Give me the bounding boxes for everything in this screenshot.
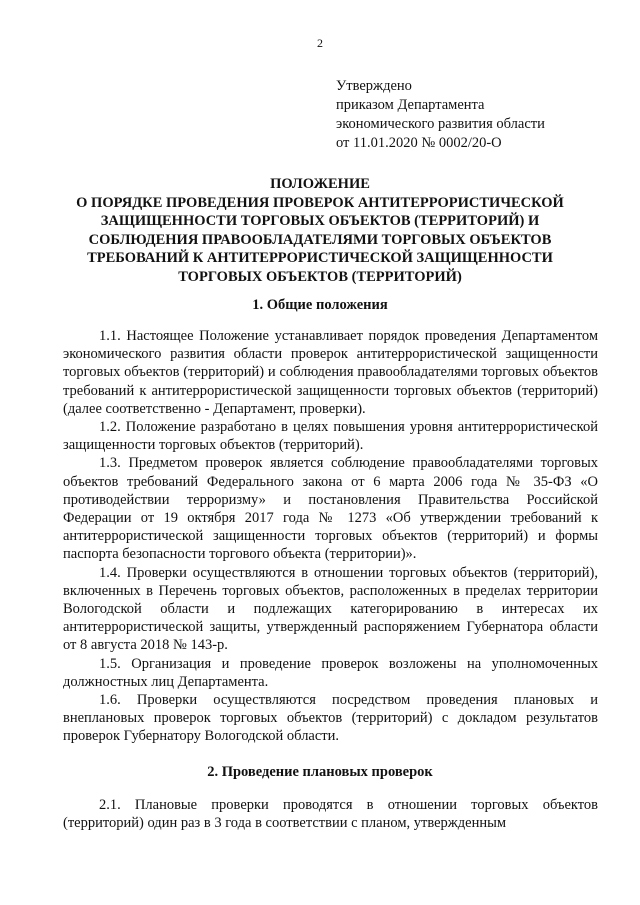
approval-line: от 11.01.2020 № 0002/20-О <box>336 135 502 151</box>
title-line: ТРЕБОВАНИЙ К АНТИТЕРРОРИСТИЧЕСКОЙ ЗАЩИЩЕННОСТИ <box>87 250 553 267</box>
section-heading: 2. Проведение плановых проверок <box>207 764 433 780</box>
approval-line: Утверждено <box>336 78 412 94</box>
title-line: ЗАЩИЩЕННОСТИ ТОРГОВЫХ ОБЪЕКТОВ (ТЕРРИТОРИЙ) И <box>100 213 540 230</box>
title-line: О ПОРЯДКЕ ПРОВЕДЕНИЯ ПРОВЕРОК АНТИТЕРРОРИСТИЧЕСКОЙ <box>76 194 564 211</box>
title-line: ТОРГОВЫХ ОБЪЕКТОВ (ТЕРРИТОРИЙ) <box>178 268 462 285</box>
title-line: СОБЛЮДЕНИЯ ПРАВООБЛАДАТЕЛЯМИ ТОРГОВЫХ ОБЪЕКТОВ <box>88 231 552 248</box>
paragraph: 2.1. Плановые проверки проводятся в отношении торговых объектов (территорий) один раз в 3 года в соответствии с планом, утвержденным <box>63 797 598 832</box>
section-heading: 1. Общие положения <box>252 297 388 313</box>
approval-line: экономического развития области <box>336 116 545 132</box>
paragraph: 1.5. Организация и проведение проверок возложены на уполномоченных должностных лиц Департамента. <box>63 655 598 690</box>
approval-stamp <box>336 77 545 153</box>
paragraph: 1.3. Предметом проверок является соблюдение правообладателями торговых объектов требований Федерального закона от 6 марта 2006 года № 35-ФЗ «О противодействии терроризму» и постановления Правительства Российской Федерации от 19 октября 2017 года № 1273 «Об утверждении требований к антитеррористической защищенности торговых объектов (территорий) и формы паспорта безопасности торгового объекта (территории)». <box>63 455 598 563</box>
paragraph: 1.6. Проверки осуществляются посредством проведения плановых и внеплановых проверок торговых объектов (территорий) с докладом результатов проверок Губернатору Вологодской области. <box>63 692 598 745</box>
paragraph: 1.2. Положение разработано в целях повышения уровня антитеррористической защищенности торговых объектов (территорий). <box>63 419 598 454</box>
approval-line: приказом Департамента <box>336 97 485 113</box>
paragraph: 1.1. Настоящее Положение устанавливает порядок проведения Департаментом экономического развития области проверок антитеррористической защищенности торговых объектов (территорий) и соблюдения правообладателями торговых объектов требований к антитеррористической защищенности торговых объектов (территорий) (далее соответственно - Департамент, проверки). <box>63 328 598 417</box>
section-body <box>63 796 598 832</box>
paragraph: 1.4. Проверки осуществляются в отношении торговых объектов (территорий), включенных в Перечень торговых объектов, расположенных в пределах территории Вологодской области и подлежащих категорированию в интересах их антитеррористической защиты, утвержденный распоряжением Губернатора области от 8 августа 2018 № 143-р. <box>63 564 598 654</box>
document-title <box>40 175 600 287</box>
title-line: ПОЛОЖЕНИЕ <box>270 176 370 192</box>
page-number: 2 <box>317 36 323 50</box>
section-body <box>63 327 598 746</box>
